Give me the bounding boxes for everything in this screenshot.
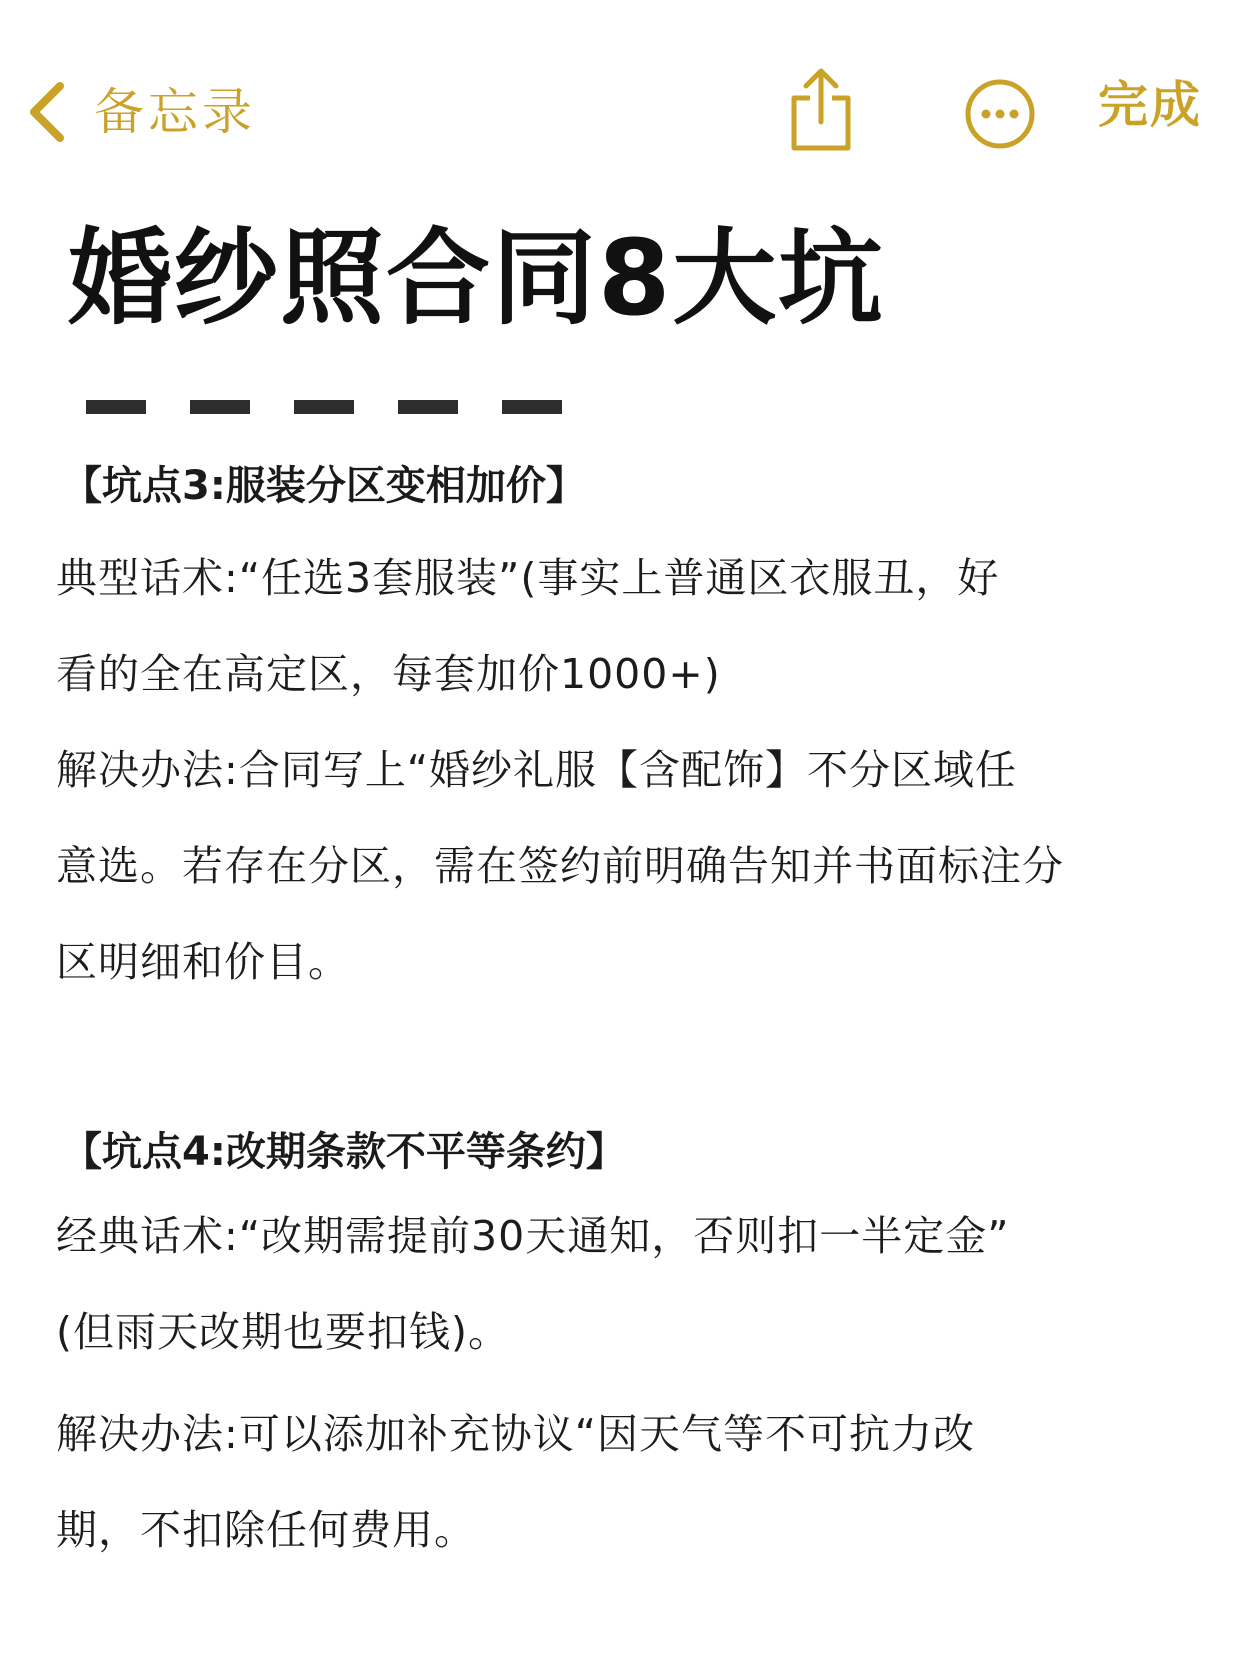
divider-dash — [502, 400, 562, 414]
share-button[interactable] — [786, 66, 856, 152]
back-button[interactable] — [26, 72, 256, 152]
pit3-solution — [56, 722, 1206, 1010]
pit4-heading: 【坑点4:改期条款不平等条约】 — [62, 1129, 626, 1175]
divider-dash — [86, 400, 146, 414]
back-label: 备忘录 — [94, 83, 256, 141]
text-line: 意选。若存在分区，需在签约前明确告知并书面标注分 — [56, 842, 1064, 890]
text-line: 解决办法:可以添加补充协议“因天气等不可抗力改 — [56, 1410, 976, 1458]
text-line: 看的全在高定区，每套加价1000+) — [56, 650, 721, 698]
pit3-typical-phrase — [56, 530, 1206, 722]
dash-divider — [86, 400, 562, 414]
pit4-solution — [56, 1386, 1206, 1578]
chevron-left-icon — [26, 80, 66, 144]
text-line: 经典话术:“改期需提前30天通知，否则扣一半定金” — [56, 1212, 1010, 1260]
text-line: 期，不扣除任何费用。 — [56, 1506, 476, 1554]
text-line: (但雨天改期也要扣钱)。 — [56, 1308, 510, 1356]
text-line: 区明细和价目。 — [56, 938, 350, 986]
text-line: 解决办法:合同写上“婚纱礼服【含配饰】不分区域任 — [56, 746, 1018, 794]
divider-dash — [190, 400, 250, 414]
divider-dash — [398, 400, 458, 414]
more-button[interactable] — [964, 78, 1036, 150]
divider-dash — [294, 400, 354, 414]
more-icon — [964, 135, 1036, 154]
text-line: 典型话术:“任选3套服装”(事实上普通区衣服丑，好 — [56, 554, 1000, 602]
pit3-heading: 【坑点3:服装分区变相加价】 — [62, 463, 586, 509]
note-title: 婚纱照合同8大坑 — [68, 217, 885, 339]
share-icon — [786, 137, 856, 156]
navigation-bar — [0, 0, 1242, 200]
done-button[interactable]: 完成 — [1098, 76, 1202, 134]
pit4-classic-phrase — [56, 1188, 1206, 1380]
